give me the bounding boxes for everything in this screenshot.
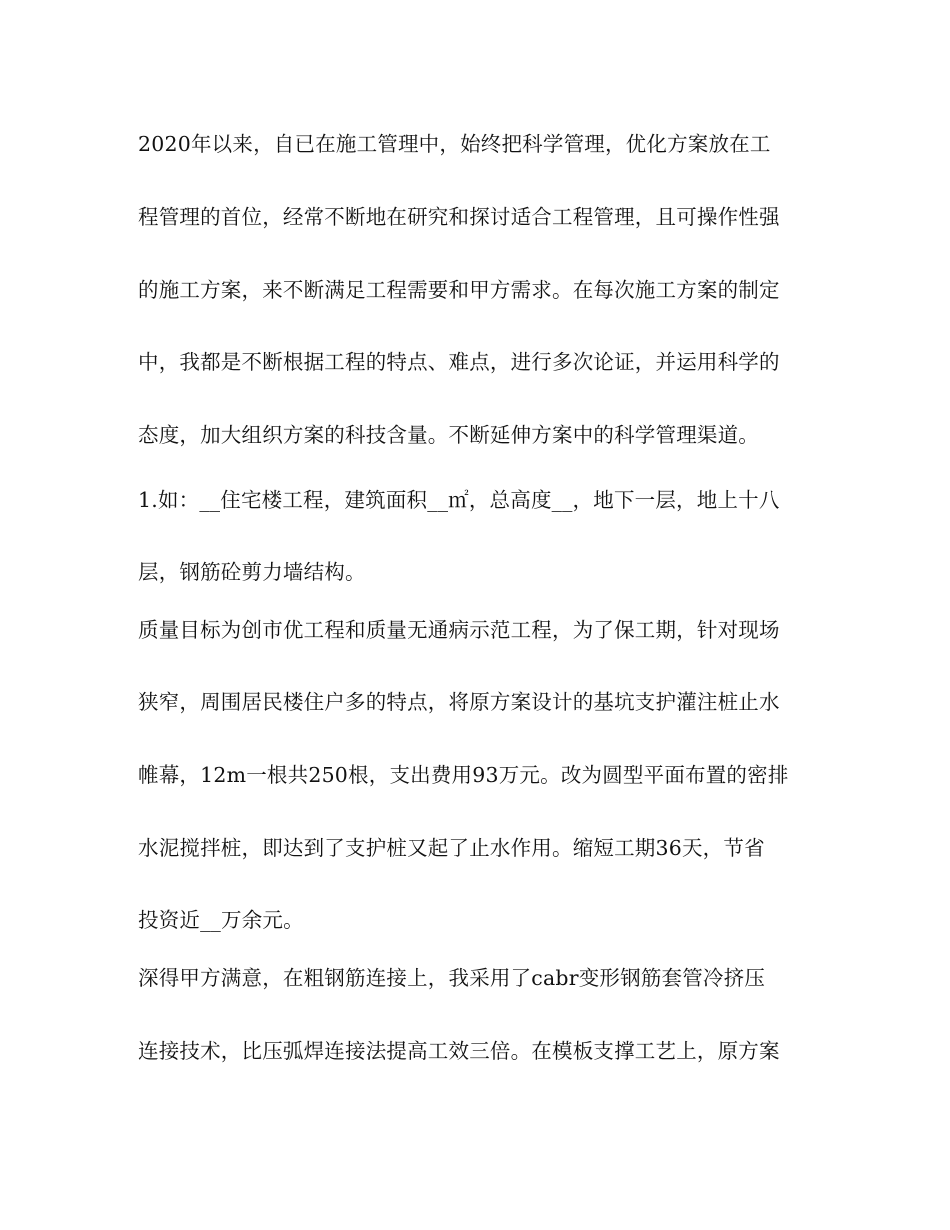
paragraph-line: 连接技术，比压弧焊连接法提高工效三倍。在模板支撑工艺上，原方案	[138, 1039, 780, 1063]
paragraph-line: 水泥搅拌桩，即达到了支护桩又起了止水作用。缩短工期36天，节省	[138, 836, 765, 860]
paragraph-line: 的施工方案，来不断满足工程需要和甲方需求。在每次施工方案的制定	[138, 278, 780, 302]
paragraph-line: 质量目标为创市优工程和质量无通病示范工程，为了保工期，针对现场	[138, 618, 780, 642]
paragraph-line: 态度，加大组织方案的科技含量。不断延伸方案中的科学管理渠道。	[138, 423, 759, 447]
paragraph-line: 程管理的首位，经常不断地在研究和探讨适合工程管理，且可操作性强	[138, 205, 780, 229]
paragraph-line: 深得甲方满意，在粗钢筋连接上，我采用了cabr变形钢筋套管冷挤压	[138, 966, 766, 990]
paragraph-line: 层，钢筋砼剪力墙结构。	[138, 560, 366, 584]
paragraph-line: 帷幕，12m一根共250根，支出费用93万元。改为圆型平面布置的密排	[138, 763, 789, 787]
paragraph-line: 中，我都是不断根据工程的特点、难点，进行多次论证，并运用科学的	[138, 350, 780, 374]
paragraph-line: 狭窄，周围居民楼住户多的特点，将原方案设计的基坑支护灌注桩止水	[138, 690, 780, 714]
paragraph-line: 2020年以来，自已在施工管理中，始终把科学管理，优化方案放在工	[138, 132, 771, 156]
paragraph-line: 1.如：__住宅楼工程，建筑面积__㎡，总高度__，地下一层，地上十八	[138, 488, 780, 512]
paragraph-line: 投资近__万余元。	[138, 908, 304, 932]
